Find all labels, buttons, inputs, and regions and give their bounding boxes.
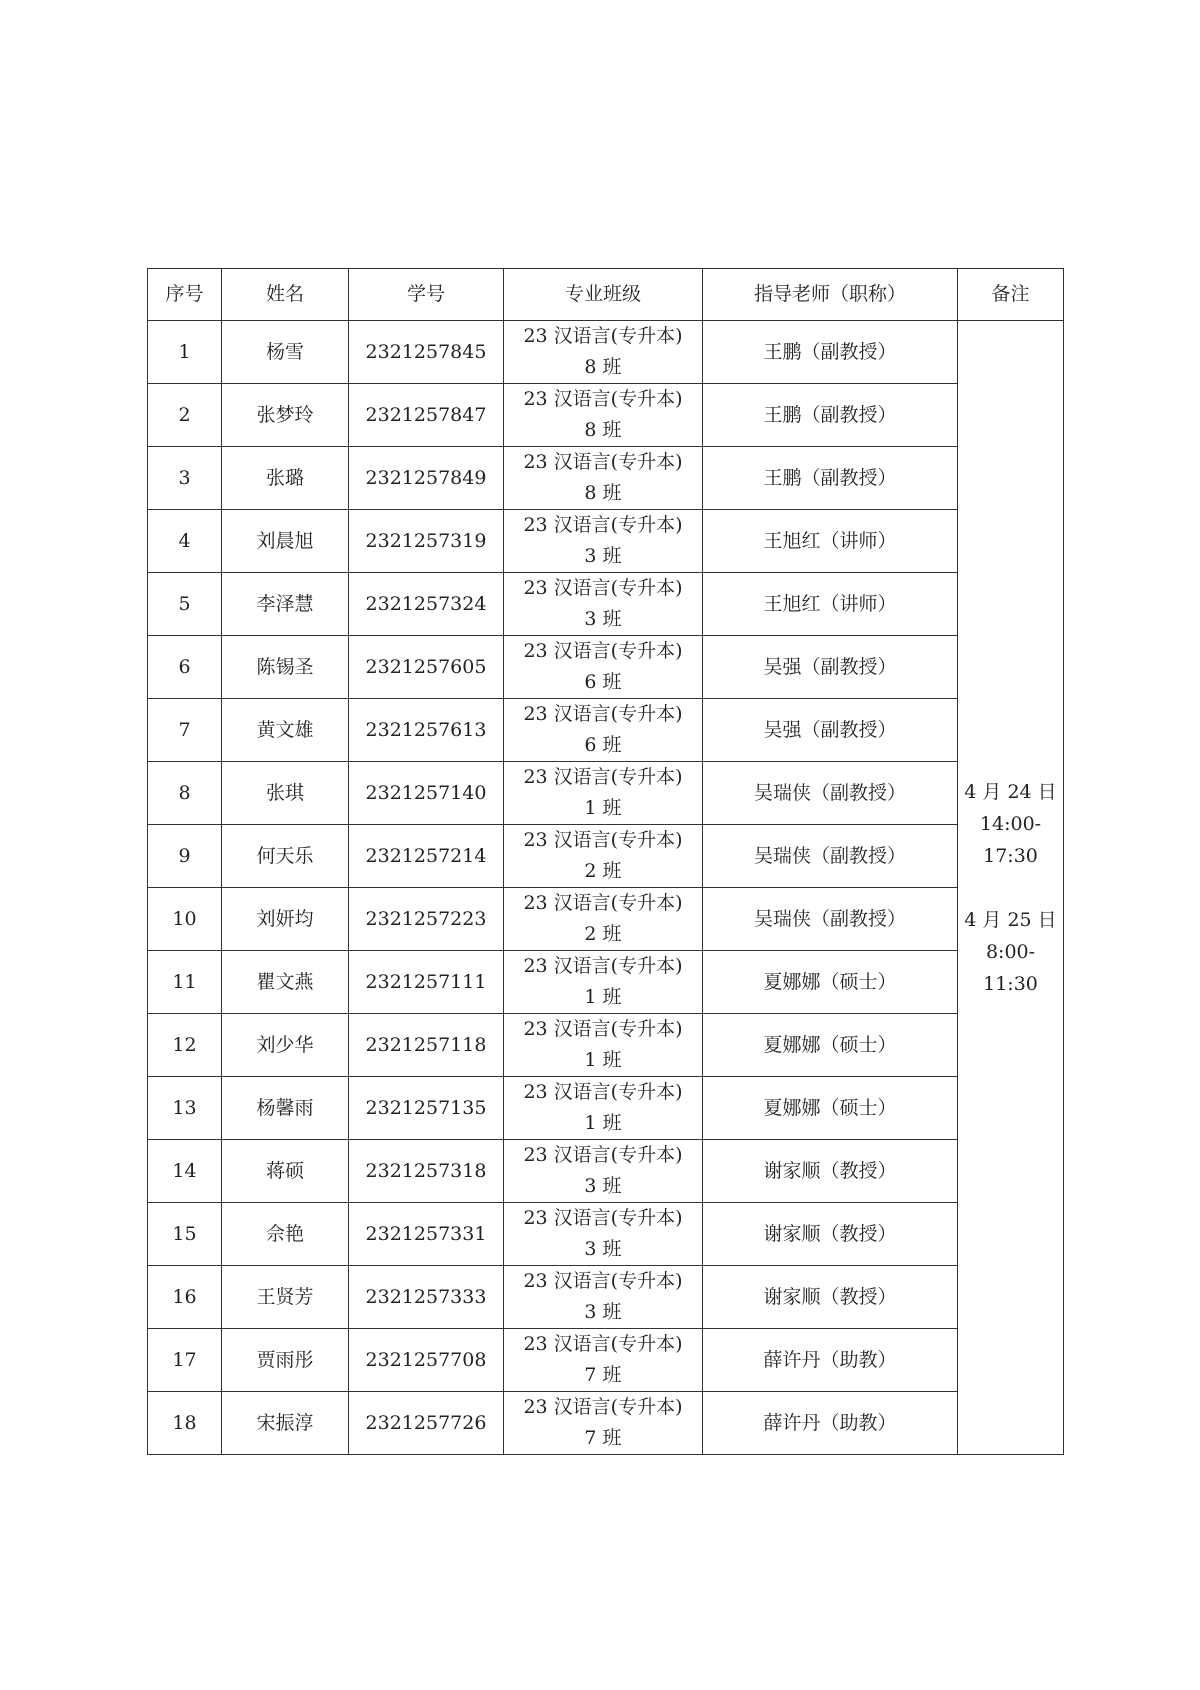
row-class: 2 班 [584,923,622,945]
row-student-id: 2321257605 [349,636,504,699]
row-index: 15 [148,1203,222,1266]
row-index: 11 [148,951,222,1014]
row-index: 18 [148,1392,222,1455]
row-index: 16 [148,1266,222,1329]
row-major-class [504,321,703,384]
row-major-class [504,510,703,573]
row-advisor: 吴强（副教授） [703,699,958,762]
row-student-id: 2321257135 [349,1077,504,1140]
row-student-id: 2321257118 [349,1014,504,1077]
header-row [148,269,1064,321]
table-row [148,447,1064,510]
row-major: 23 汉语言(专升本) [523,1081,683,1103]
row-index: 8 [148,762,222,825]
row-index: 2 [148,384,222,447]
row-major-class [504,888,703,951]
row-class: 6 班 [584,671,622,693]
row-name: 杨雪 [222,321,349,384]
row-advisor: 王旭红（讲师） [703,573,958,636]
table-row [148,1203,1064,1266]
row-advisor: 吴瑞侠（副教授） [703,762,958,825]
table-row [148,510,1064,573]
row-index: 6 [148,636,222,699]
table-body [148,321,1064,1455]
table-row [148,1014,1064,1077]
table-row [148,951,1064,1014]
row-major: 23 汉语言(专升本) [523,1396,683,1418]
row-advisor: 夏娜娜（硕士） [703,1014,958,1077]
row-advisor: 夏娜娜（硕士） [703,951,958,1014]
note-day1-end: 17:30 [983,844,1038,867]
row-advisor: 王鹏（副教授） [703,384,958,447]
row-major: 23 汉语言(专升本) [523,451,683,473]
note-spacer [958,872,1063,904]
header-note: 备注 [958,269,1064,321]
row-index: 13 [148,1077,222,1140]
row-class: 3 班 [584,608,622,630]
row-name: 贾雨彤 [222,1329,349,1392]
note-day1-date: 4 月 24 日 [964,780,1057,803]
row-name: 蒋硕 [222,1140,349,1203]
row-name: 刘妍均 [222,888,349,951]
row-major: 23 汉语言(专升本) [523,829,683,851]
row-major: 23 汉语言(专升本) [523,1018,683,1040]
row-name: 佘艳 [222,1203,349,1266]
row-name: 张琪 [222,762,349,825]
table-row [148,1140,1064,1203]
row-advisor: 薛许丹（助教） [703,1392,958,1455]
row-student-id: 2321257708 [349,1329,504,1392]
table-row [148,321,1064,384]
row-student-id: 2321257223 [349,888,504,951]
row-major-class [504,573,703,636]
row-major-class [504,636,703,699]
header-name: 姓名 [222,269,349,321]
note-day2-start: 8:00- [985,940,1036,963]
row-index: 17 [148,1329,222,1392]
row-major: 23 汉语言(专升本) [523,577,683,599]
row-major-class [504,1014,703,1077]
row-index: 4 [148,510,222,573]
row-class: 2 班 [584,860,622,882]
row-major: 23 汉语言(专升本) [523,1207,683,1229]
row-major-class [504,1266,703,1329]
row-advisor: 谢家顺（教授） [703,1203,958,1266]
row-major-class [504,762,703,825]
note-day2-end: 11:30 [983,972,1038,995]
row-name: 瞿文燕 [222,951,349,1014]
row-major-class [504,1392,703,1455]
note-cell [958,321,1064,1455]
row-class: 8 班 [584,482,622,504]
row-name: 宋振淳 [222,1392,349,1455]
row-advisor: 夏娜娜（硕士） [703,1077,958,1140]
row-student-id: 2321257214 [349,825,504,888]
row-advisor: 王旭红（讲师） [703,510,958,573]
row-class: 7 班 [584,1427,622,1449]
row-name: 何天乐 [222,825,349,888]
row-class: 1 班 [584,797,622,819]
row-advisor: 吴瑞侠（副教授） [703,825,958,888]
row-name: 刘少华 [222,1014,349,1077]
row-class: 3 班 [584,1238,622,1260]
row-index: 9 [148,825,222,888]
row-student-id: 2321257111 [349,951,504,1014]
row-major-class [504,1203,703,1266]
table-row [148,384,1064,447]
row-index: 1 [148,321,222,384]
row-class: 6 班 [584,734,622,756]
row-index: 10 [148,888,222,951]
row-index: 7 [148,699,222,762]
table-row [148,1392,1064,1455]
header-student-id: 学号 [349,269,504,321]
row-advisor: 薛许丹（助教） [703,1329,958,1392]
row-major-class [504,1077,703,1140]
header-index: 序号 [148,269,222,321]
row-class: 3 班 [584,545,622,567]
table-row [148,573,1064,636]
row-index: 3 [148,447,222,510]
row-major: 23 汉语言(专升本) [523,766,683,788]
row-student-id: 2321257847 [349,384,504,447]
table-row [148,1329,1064,1392]
row-major-class [504,1329,703,1392]
table-row [148,825,1064,888]
row-major: 23 汉语言(专升本) [523,1144,683,1166]
row-student-id: 2321257140 [349,762,504,825]
row-major: 23 汉语言(专升本) [523,640,683,662]
header-major-class: 专业班级 [504,269,703,321]
row-advisor: 吴强（副教授） [703,636,958,699]
row-student-id: 2321257331 [349,1203,504,1266]
row-student-id: 2321257726 [349,1392,504,1455]
row-student-id: 2321257613 [349,699,504,762]
row-major: 23 汉语言(专升本) [523,388,683,410]
row-student-id: 2321257324 [349,573,504,636]
row-class: 3 班 [584,1175,622,1197]
row-student-id: 2321257319 [349,510,504,573]
row-class: 8 班 [584,419,622,441]
row-index: 14 [148,1140,222,1203]
row-major-class [504,951,703,1014]
table-row [148,1077,1064,1140]
table-row [148,636,1064,699]
row-advisor: 谢家顺（教授） [703,1140,958,1203]
row-name: 王贤芳 [222,1266,349,1329]
row-name: 张梦玲 [222,384,349,447]
row-major: 23 汉语言(专升本) [523,325,683,347]
table-row [148,762,1064,825]
row-student-id: 2321257318 [349,1140,504,1203]
table-row [148,699,1064,762]
row-index: 5 [148,573,222,636]
row-class: 1 班 [584,1112,622,1134]
table-row [148,1266,1064,1329]
row-name: 黄文雄 [222,699,349,762]
row-class: 7 班 [584,1364,622,1386]
row-advisor: 王鹏（副教授） [703,321,958,384]
row-name: 陈锡圣 [222,636,349,699]
row-major: 23 汉语言(专升本) [523,514,683,536]
student-advisor-table [147,268,1064,1455]
row-class: 8 班 [584,356,622,378]
row-major: 23 汉语言(专升本) [523,955,683,977]
header-advisor: 指导老师（职称） [703,269,958,321]
row-major: 23 汉语言(专升本) [523,892,683,914]
row-class: 1 班 [584,986,622,1008]
row-student-id: 2321257849 [349,447,504,510]
row-major-class [504,384,703,447]
row-advisor: 王鹏（副教授） [703,447,958,510]
row-name: 张璐 [222,447,349,510]
row-index: 12 [148,1014,222,1077]
table-row [148,888,1064,951]
row-major-class [504,825,703,888]
row-class: 1 班 [584,1049,622,1071]
row-major-class [504,699,703,762]
row-student-id: 2321257845 [349,321,504,384]
note-day2-date: 4 月 25 日 [964,908,1057,931]
row-advisor: 谢家顺（教授） [703,1266,958,1329]
table-header [148,269,1064,321]
row-major-class [504,1140,703,1203]
row-name: 杨馨雨 [222,1077,349,1140]
row-class: 3 班 [584,1301,622,1323]
row-name: 李泽慧 [222,573,349,636]
row-major: 23 汉语言(专升本) [523,1270,683,1292]
row-student-id: 2321257333 [349,1266,504,1329]
row-major: 23 汉语言(专升本) [523,1333,683,1355]
row-major-class [504,447,703,510]
row-name: 刘晨旭 [222,510,349,573]
row-advisor: 吴瑞侠（副教授） [703,888,958,951]
row-major: 23 汉语言(专升本) [523,703,683,725]
note-day1-start: 14:00- [979,812,1042,835]
